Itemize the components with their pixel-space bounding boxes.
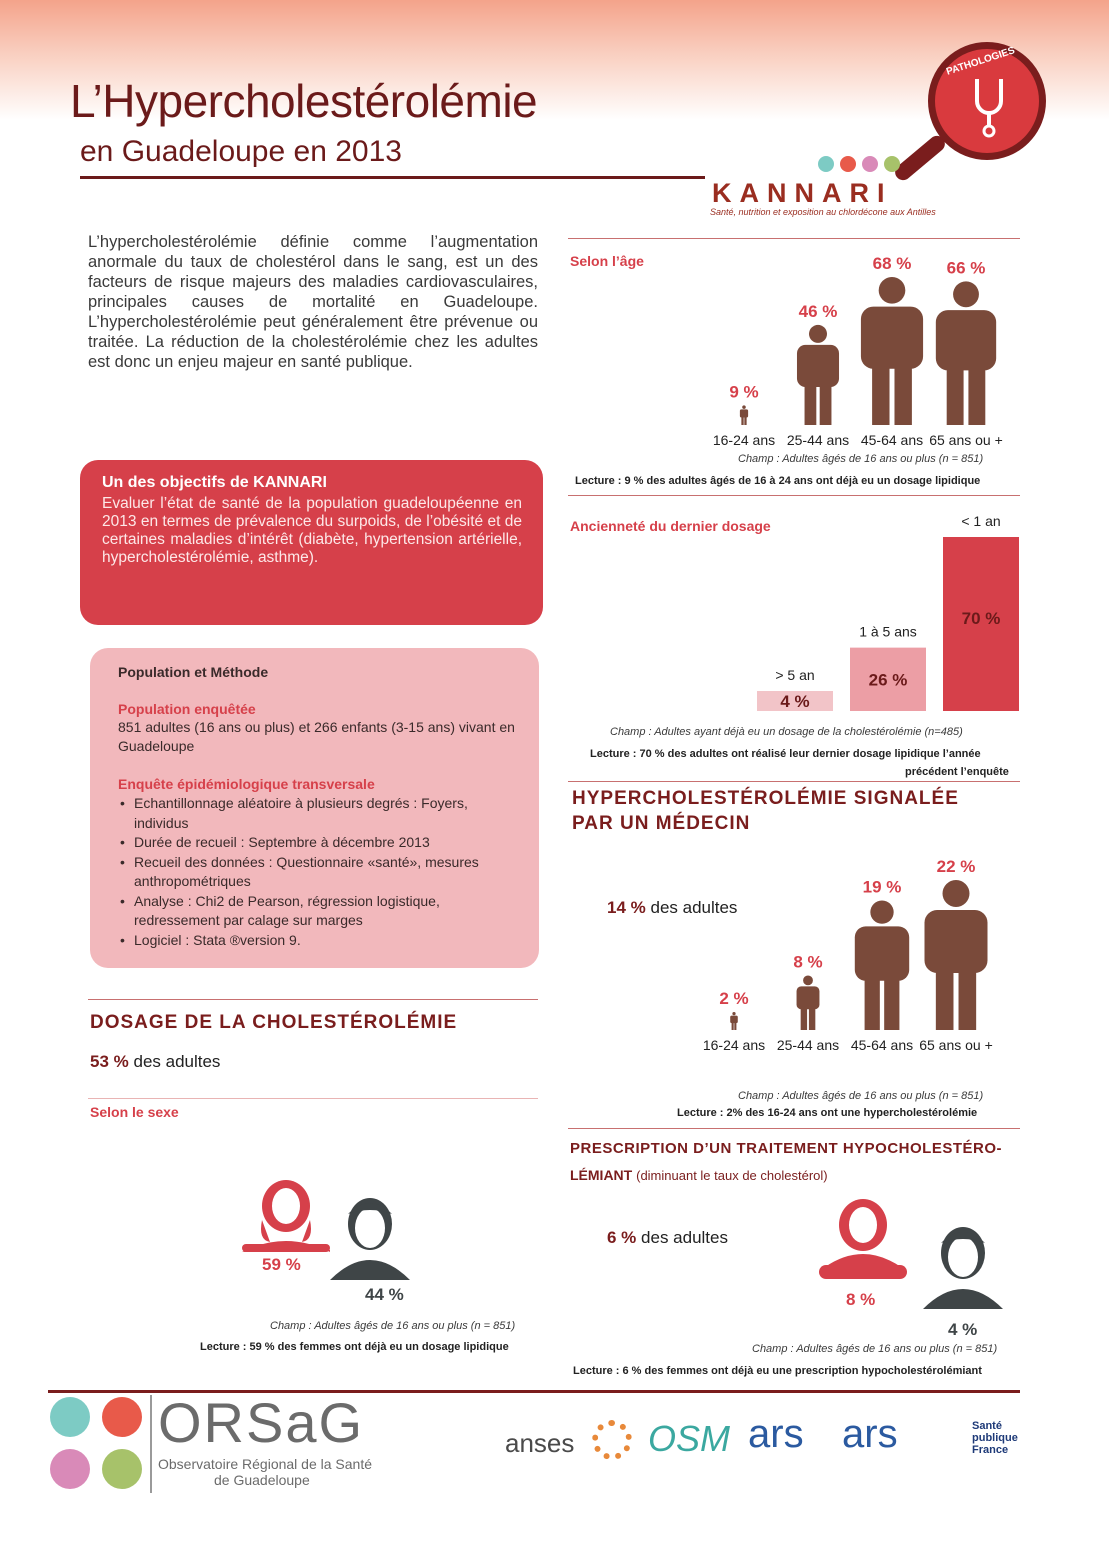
survey-title: Enquête épidémiologique transversale [118, 776, 375, 792]
person-mark [861, 277, 923, 425]
signalee-title-1: HYPERCHOLESTÉROLÉMIE SIGNALÉE [572, 788, 959, 809]
age-tick-label: 16-24 ans [712, 432, 776, 448]
person-pct-label: 68 % [872, 254, 912, 273]
signalee-headline-text: des adultes [650, 898, 738, 917]
person-leg [968, 368, 985, 425]
prescription-headline-text: des adultes [641, 1228, 728, 1247]
age-tick-label: 65 ans ou + [929, 432, 1003, 448]
dosage-headline [90, 1052, 220, 1072]
person-head [953, 281, 979, 307]
age-tick-label: 45-64 ans [860, 432, 924, 448]
map-icon [102, 1449, 142, 1489]
prescription-women-pct: 8 % [846, 1290, 876, 1309]
prescription-title-line [570, 1167, 828, 1183]
person-pct-label: 66 % [946, 258, 986, 278]
dosage-women-pct: 59 % [262, 1255, 301, 1274]
person-leg [894, 366, 911, 425]
age-tick-label: 25-44 ans [786, 432, 850, 448]
orsag-sub-1: Observatoire Régional de la Santé [158, 1456, 373, 1472]
page-subtitle: en Guadeloupe en 2013 [80, 135, 402, 168]
list-item: • Recueil des données : Questionnaire «santé», mesures anthropométriques [118, 853, 518, 892]
person-leg [820, 385, 832, 425]
prescription-title-1: PRESCRIPTION D’UN TRAITEMENT HYPOCHOLESTÉRO- [570, 1140, 1003, 1157]
person-leg [959, 970, 977, 1030]
person-pct-label: 19 % [862, 877, 902, 897]
population-text: 851 adultes (16 ans ou plus) et 266 enfants (3-15 ans) vivant en Guadeloupe [118, 719, 515, 754]
person-leg [744, 417, 746, 425]
person-body [855, 926, 909, 980]
person-pct-label: 46 % [798, 301, 838, 321]
by-age-label: Selon l’âge [570, 253, 644, 269]
orsag-logo: ORSaG [158, 1391, 365, 1454]
kannari-logo: KANNARI [712, 178, 893, 208]
person-leg [805, 385, 817, 425]
bar-chart-icon [50, 1449, 90, 1489]
orsag-emblem [48, 1395, 148, 1495]
person-leg [947, 368, 964, 425]
bar-value-label: 70 % [961, 609, 1001, 628]
person-mark [740, 405, 748, 425]
anciennete-champ: Champ : Adultes ayant déjà eu un dosage de la cholestérolémie (n=485) [610, 726, 963, 738]
bar-value-label: 26 % [868, 670, 908, 690]
person-leg [884, 978, 899, 1030]
dosage-lecture: Lecture : 59 % des femmes ont déjà eu un dosage lipidique [200, 1341, 509, 1353]
prescription-men-pct: 4 % [948, 1320, 978, 1339]
bar-category-label: < 1 an [961, 513, 1001, 529]
list-item: • Logiciel : Stata ®version 9. [118, 931, 518, 951]
sex-icons [238, 1160, 418, 1300]
person-pct-label: 9 % [729, 382, 759, 402]
by-sex-label: Selon le sexe [90, 1104, 179, 1120]
anciennete-bar-chart [740, 510, 1030, 716]
bar-category-label: > 5 an [775, 667, 815, 683]
person-leg [872, 366, 889, 425]
person-leg [741, 417, 743, 425]
list-item: • Analyse : Chi2 de Pearson, régression logistique, redressement par calage sur marges [118, 892, 518, 931]
dosage-headline-pct: 53 % [90, 1052, 129, 1071]
age-tick-label: 16-24 ans [702, 1037, 766, 1053]
person-head [870, 900, 893, 923]
objectives-title: Un des objectifs de KANNARI [102, 474, 327, 491]
person-head [732, 1012, 735, 1015]
ars-martinique-logo: ars [748, 1412, 804, 1456]
prescription-title-note: (diminuant le taux de cholestérol) [636, 1168, 828, 1183]
prescription-lecture: Lecture : 6 % des femmes ont déjà eu une prescription hypocholestérolémiant [573, 1365, 982, 1377]
method-title: Population et Méthode [118, 664, 269, 680]
dosage-title: DOSAGE DE LA CHOLESTÉROLÉMIE [90, 1012, 458, 1033]
man-icon [923, 1227, 1003, 1309]
signalee-person-chart [696, 844, 1026, 1056]
person-leg [801, 1008, 807, 1030]
divider [568, 238, 1020, 239]
divider [568, 495, 1020, 496]
divider [568, 781, 1020, 782]
person-head [742, 405, 746, 409]
prescription-headline-pct: 6 % [607, 1228, 637, 1247]
method-box [90, 648, 539, 968]
age-tick-label: 25-44 ans [776, 1037, 840, 1053]
person-mark [855, 900, 909, 1030]
person-body [925, 910, 988, 973]
divider [88, 999, 538, 1000]
person-head [943, 880, 970, 907]
woman-icon [242, 1180, 330, 1252]
person-body [797, 986, 820, 1009]
person-mark [936, 281, 996, 425]
dosage-men-pct: 44 % [365, 1285, 404, 1304]
person-leg [936, 970, 954, 1030]
list-item: • Durée de recueil : Septembre à décembre 2013 [118, 833, 518, 853]
person-leg [865, 978, 880, 1030]
signalee-champ: Champ : Adultes âgés de 16 ans ou plus (n = 851) [738, 1090, 984, 1102]
divider [88, 1098, 538, 1099]
anses-emblem [592, 1420, 632, 1460]
objectives-box [80, 460, 543, 625]
person-body [936, 310, 996, 370]
anciennete-lecture-2: précédent l’enquête [905, 766, 1009, 778]
population-title: Population enquêtée [118, 701, 256, 717]
person-mark [797, 325, 839, 425]
sante-publique-logo: Santé publique France [972, 1420, 1018, 1456]
person-leg [732, 1023, 734, 1030]
prescription-title-2: LÉMIANT [570, 1167, 633, 1183]
person-leg [809, 1008, 815, 1030]
anses-logo: anses [505, 1428, 575, 1458]
intro-text: L’hypercholestérolémie définie comme l’augmentation anormale du taux de cholestérol dans le sang, est un des facteurs de risque majeurs des maladies cardiovasculaires, principales causes de mortalité en Guadeloupe. L’hypercholestérolémie peut généralement être prévenue ou traitée. La réduction de la cholestérolémie chez les adultes est donc un enjeu majeur en santé publique. [88, 233, 538, 371]
person-pct-label: 2 % [719, 989, 749, 1008]
heartbeat-icon [102, 1397, 142, 1437]
person-body [861, 307, 923, 369]
person-mark [730, 1012, 738, 1030]
list-item: • Echantillonnage aléatoire à plusieurs degrés : Foyers, individus [118, 794, 518, 833]
man-icon [330, 1198, 410, 1280]
anciennete-label: Ancienneté du dernier dosage [570, 518, 771, 534]
prescription-champ: Champ : Adultes âgés de 16 ans ou plus (n = 851) [752, 1343, 998, 1355]
person-chart-svg [700, 250, 1020, 450]
title-underline [80, 176, 705, 179]
person-mark [925, 880, 988, 1030]
signalee-lecture: Lecture : 2% des 16-24 ans ont une hypercholestérolémie [677, 1107, 978, 1119]
person-pct-label: 8 % [793, 952, 823, 972]
person-leg [734, 1023, 736, 1030]
person-body [797, 345, 839, 387]
color-dots [818, 156, 906, 177]
age-lecture: Lecture : 9 % des adultes âgés de 16 à 24 ans ont déjà eu un dosage lipidique [575, 475, 981, 487]
person-body [740, 409, 748, 417]
prescription-sex-icons [815, 1195, 1015, 1315]
method-list [118, 794, 518, 950]
ars-guadeloupe-logo: ars [842, 1412, 898, 1456]
age-tick-label: 45-64 ans [850, 1037, 914, 1053]
age-champ: Champ : Adultes âgés de 16 ans ou plus (n = 851) [738, 453, 984, 465]
orsag-sub-2: de Guadeloupe [214, 1472, 310, 1488]
search-icon [50, 1397, 90, 1437]
page-title: L’Hypercholestérolémie [70, 75, 538, 127]
bar-chart-svg [740, 510, 1030, 716]
signalee-title-2: PAR UN MÉDECIN [572, 813, 751, 834]
pathologies-badge: PATHOLOGIES [945, 45, 1017, 78]
prescription-headline [607, 1228, 728, 1248]
dosage-champ: Champ : Adultes âgés de 16 ans ou plus (n = 851) [270, 1320, 516, 1332]
person-head [809, 325, 827, 343]
person-head [803, 975, 813, 985]
bar-category-label: 1 à 5 ans [859, 623, 917, 640]
signalee-headline-pct: 14 % [607, 898, 646, 917]
person-body [730, 1016, 738, 1024]
dosage-headline-text: des adultes [133, 1052, 221, 1071]
footer-separator [150, 1395, 152, 1493]
person-pct-label: 22 % [936, 857, 976, 876]
divider [568, 1128, 1020, 1129]
objectives-text: Evaluer l’état de santé de la population guadeloupéenne en 2013 en termes de prévalence du surpoids, de l’obésité et de certaines maladies d’intérêt (diabète, hypertension artérielle, hypercholestérolémie, asthme). [102, 495, 522, 566]
person-chart-svg [696, 844, 1026, 1056]
osm-logo: OSM [648, 1418, 731, 1459]
age-person-chart [700, 250, 1020, 450]
age-tick-label: 65 ans ou + [919, 1037, 993, 1053]
person-mark [797, 975, 820, 1030]
anciennete-lecture-1: Lecture : 70 % des adultes ont réalisé leur dernier dosage lipidique l’année [590, 748, 981, 760]
woman-icon [819, 1199, 907, 1279]
person-head [879, 277, 906, 304]
bar-value-label: 4 % [780, 692, 810, 711]
kannari-tagline: Santé, nutrition et exposition au chlordécone aux Antilles [710, 207, 936, 217]
